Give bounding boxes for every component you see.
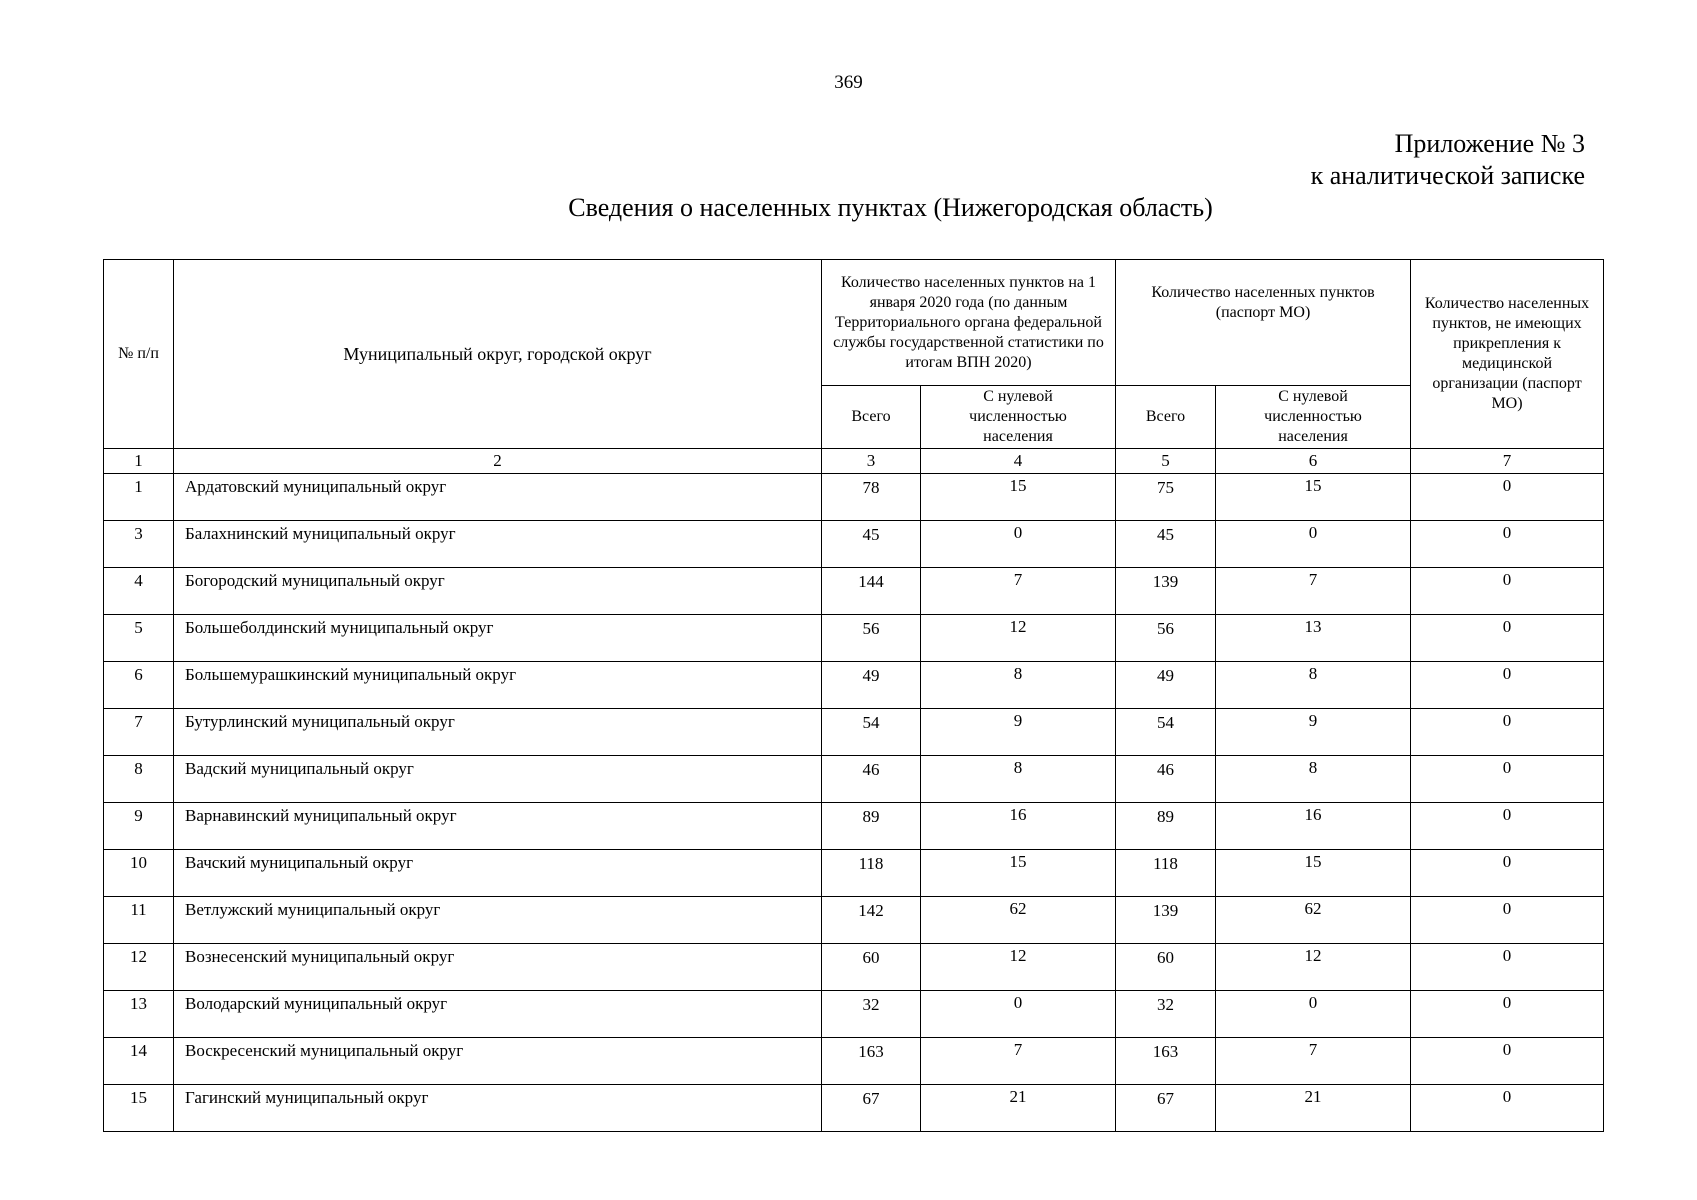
cell-rosstat-zero-population: 7 — [921, 568, 1116, 615]
cell-passport-total: 139 — [1116, 568, 1216, 615]
cell-district-name: Ветлужский муниципальный округ — [174, 897, 822, 944]
cell-district-name: Вадский муниципальный округ — [174, 756, 822, 803]
cell-rosstat-total: 144 — [822, 568, 921, 615]
document-title: Сведения о населенных пунктах (Нижегородская область) — [568, 193, 1213, 222]
table-row — [104, 803, 1604, 850]
cell-district-name: Балахнинский муниципальный округ — [174, 521, 822, 568]
cell-passport-zero-population: 7 — [1216, 1038, 1411, 1085]
table-row — [104, 521, 1604, 568]
cell-rosstat-total: 46 — [822, 756, 921, 803]
cell-rosstat-zero-population: 8 — [921, 662, 1116, 709]
cell-district-name: Володарский муниципальный округ — [174, 991, 822, 1038]
cell-district-name: Большемурашкинский муниципальный округ — [174, 662, 822, 709]
header-rosstat-zero-population: С нулевой численностью населения — [921, 386, 1116, 449]
cell-rosstat-total: 60 — [822, 944, 921, 991]
cell-passport-total: 45 — [1116, 521, 1216, 568]
appendix-subtitle: к аналитической записке — [1310, 161, 1585, 190]
cell-rosstat-zero-population: 12 — [921, 615, 1116, 662]
cell-row-number: 9 — [104, 803, 174, 850]
cell-no-medical-attachment: 0 — [1411, 662, 1604, 709]
cell-rosstat-total: 142 — [822, 897, 921, 944]
cell-row-number: 14 — [104, 1038, 174, 1085]
cell-rosstat-zero-population: 15 — [921, 474, 1116, 521]
cell-row-number: 13 — [104, 991, 174, 1038]
table-row — [104, 615, 1604, 662]
cell-row-number: 5 — [104, 615, 174, 662]
cell-row-number: 3 — [104, 521, 174, 568]
cell-passport-total: 75 — [1116, 474, 1216, 521]
column-number: 2 — [174, 449, 822, 474]
settlements-table — [103, 259, 1604, 1132]
cell-passport-total: 56 — [1116, 615, 1216, 662]
cell-district-name: Большеболдинский муниципальный округ — [174, 615, 822, 662]
cell-rosstat-total: 89 — [822, 803, 921, 850]
cell-district-name: Гагинский муниципальный округ — [174, 1085, 822, 1132]
cell-no-medical-attachment: 0 — [1411, 568, 1604, 615]
cell-no-medical-attachment: 0 — [1411, 1085, 1604, 1132]
cell-passport-zero-population: 7 — [1216, 568, 1411, 615]
cell-district-name: Варнавинский муниципальный округ — [174, 803, 822, 850]
cell-row-number: 6 — [104, 662, 174, 709]
cell-no-medical-attachment: 0 — [1411, 521, 1604, 568]
cell-rosstat-total: 67 — [822, 1085, 921, 1132]
header-passport-zero-population: С нулевой численностью населения — [1216, 386, 1411, 449]
cell-rosstat-zero-population: 62 — [921, 897, 1116, 944]
cell-no-medical-attachment: 0 — [1411, 615, 1604, 662]
cell-no-medical-attachment: 0 — [1411, 897, 1604, 944]
header-no-medical-attachment: Количество населенных пунктов, не имеющих прикрепления к медицинской организации (паспорт МО) — [1411, 260, 1604, 449]
cell-rosstat-total: 78 — [822, 474, 921, 521]
cell-passport-zero-population: 0 — [1216, 991, 1411, 1038]
cell-no-medical-attachment: 0 — [1411, 944, 1604, 991]
table-row — [104, 568, 1604, 615]
cell-passport-zero-population: 13 — [1216, 615, 1411, 662]
cell-row-number: 11 — [104, 897, 174, 944]
cell-row-number: 10 — [104, 850, 174, 897]
table-row — [104, 1038, 1604, 1085]
header-district-name: Муниципальный округ, городской округ — [174, 260, 822, 449]
header-passport-total: Всего — [1116, 386, 1216, 449]
header-rosstat-count: Количество населенных пунктов на 1 января 2020 года (по данным Территориального органа федеральной службы государственной статистики по итогам ВПН 2020) — [822, 260, 1116, 386]
cell-passport-zero-population: 8 — [1216, 756, 1411, 803]
cell-row-number: 8 — [104, 756, 174, 803]
cell-rosstat-total: 49 — [822, 662, 921, 709]
cell-no-medical-attachment: 0 — [1411, 709, 1604, 756]
cell-passport-total: 89 — [1116, 803, 1216, 850]
cell-no-medical-attachment: 0 — [1411, 1038, 1604, 1085]
cell-row-number: 4 — [104, 568, 174, 615]
cell-rosstat-zero-population: 12 — [921, 944, 1116, 991]
table-row — [104, 662, 1604, 709]
cell-rosstat-zero-population: 8 — [921, 756, 1116, 803]
cell-district-name: Воскресенский муниципальный округ — [174, 1038, 822, 1085]
cell-rosstat-zero-population: 9 — [921, 709, 1116, 756]
cell-passport-total: 32 — [1116, 991, 1216, 1038]
cell-district-name: Бутурлинский муниципальный округ — [174, 709, 822, 756]
column-number: 7 — [1411, 449, 1604, 474]
cell-rosstat-zero-population: 0 — [921, 991, 1116, 1038]
cell-row-number: 15 — [104, 1085, 174, 1132]
table-row — [104, 709, 1604, 756]
header-row-number: № п/п — [104, 260, 174, 449]
cell-district-name: Вознесенский муниципальный округ — [174, 944, 822, 991]
cell-rosstat-zero-population: 0 — [921, 521, 1116, 568]
cell-passport-zero-population: 0 — [1216, 521, 1411, 568]
table-row — [104, 850, 1604, 897]
column-number: 3 — [822, 449, 921, 474]
column-number: 5 — [1116, 449, 1216, 474]
cell-passport-zero-population: 12 — [1216, 944, 1411, 991]
cell-district-name: Ардатовский муниципальный округ — [174, 474, 822, 521]
cell-passport-zero-population: 62 — [1216, 897, 1411, 944]
cell-rosstat-total: 118 — [822, 850, 921, 897]
header-rosstat-total: Всего — [822, 386, 921, 449]
table-row — [104, 1085, 1604, 1132]
cell-rosstat-zero-population: 21 — [921, 1085, 1116, 1132]
cell-district-name: Богородский муниципальный округ — [174, 568, 822, 615]
cell-passport-total: 54 — [1116, 709, 1216, 756]
header-passport-count: Количество населенных пунктов (паспорт МО) — [1116, 260, 1411, 386]
table-header — [104, 260, 1604, 449]
column-number: 4 — [921, 449, 1116, 474]
cell-no-medical-attachment: 0 — [1411, 756, 1604, 803]
table-row — [104, 474, 1604, 521]
cell-passport-zero-population: 9 — [1216, 709, 1411, 756]
cell-passport-total: 60 — [1116, 944, 1216, 991]
cell-passport-zero-population: 15 — [1216, 850, 1411, 897]
cell-rosstat-zero-population: 16 — [921, 803, 1116, 850]
column-number-row — [104, 449, 1604, 474]
cell-passport-total: 46 — [1116, 756, 1216, 803]
appendix-note — [1311, 128, 1585, 192]
cell-rosstat-total: 56 — [822, 615, 921, 662]
cell-no-medical-attachment: 0 — [1411, 991, 1604, 1038]
cell-passport-total: 139 — [1116, 897, 1216, 944]
cell-passport-total: 67 — [1116, 1085, 1216, 1132]
cell-rosstat-zero-population: 15 — [921, 850, 1116, 897]
cell-row-number: 7 — [104, 709, 174, 756]
page-number: 369 — [834, 72, 863, 93]
table-row — [104, 944, 1604, 991]
column-number: 1 — [104, 449, 174, 474]
cell-no-medical-attachment: 0 — [1411, 474, 1604, 521]
column-number: 6 — [1216, 449, 1411, 474]
cell-rosstat-total: 163 — [822, 1038, 921, 1085]
cell-passport-zero-population: 15 — [1216, 474, 1411, 521]
cell-passport-total: 118 — [1116, 850, 1216, 897]
table-body — [104, 449, 1604, 1132]
cell-passport-total: 49 — [1116, 662, 1216, 709]
cell-no-medical-attachment: 0 — [1411, 850, 1604, 897]
cell-passport-zero-population: 21 — [1216, 1085, 1411, 1132]
cell-passport-zero-population: 16 — [1216, 803, 1411, 850]
appendix-title: Приложение № 3 — [1394, 129, 1585, 158]
cell-district-name: Вачский муниципальный округ — [174, 850, 822, 897]
table-row — [104, 991, 1604, 1038]
cell-row-number: 12 — [104, 944, 174, 991]
table-row — [104, 897, 1604, 944]
cell-rosstat-total: 54 — [822, 709, 921, 756]
cell-passport-total: 163 — [1116, 1038, 1216, 1085]
cell-rosstat-zero-population: 7 — [921, 1038, 1116, 1085]
cell-passport-zero-population: 8 — [1216, 662, 1411, 709]
cell-no-medical-attachment: 0 — [1411, 803, 1604, 850]
table-row — [104, 756, 1604, 803]
cell-row-number: 1 — [104, 474, 174, 521]
cell-rosstat-total: 45 — [822, 521, 921, 568]
cell-rosstat-total: 32 — [822, 991, 921, 1038]
